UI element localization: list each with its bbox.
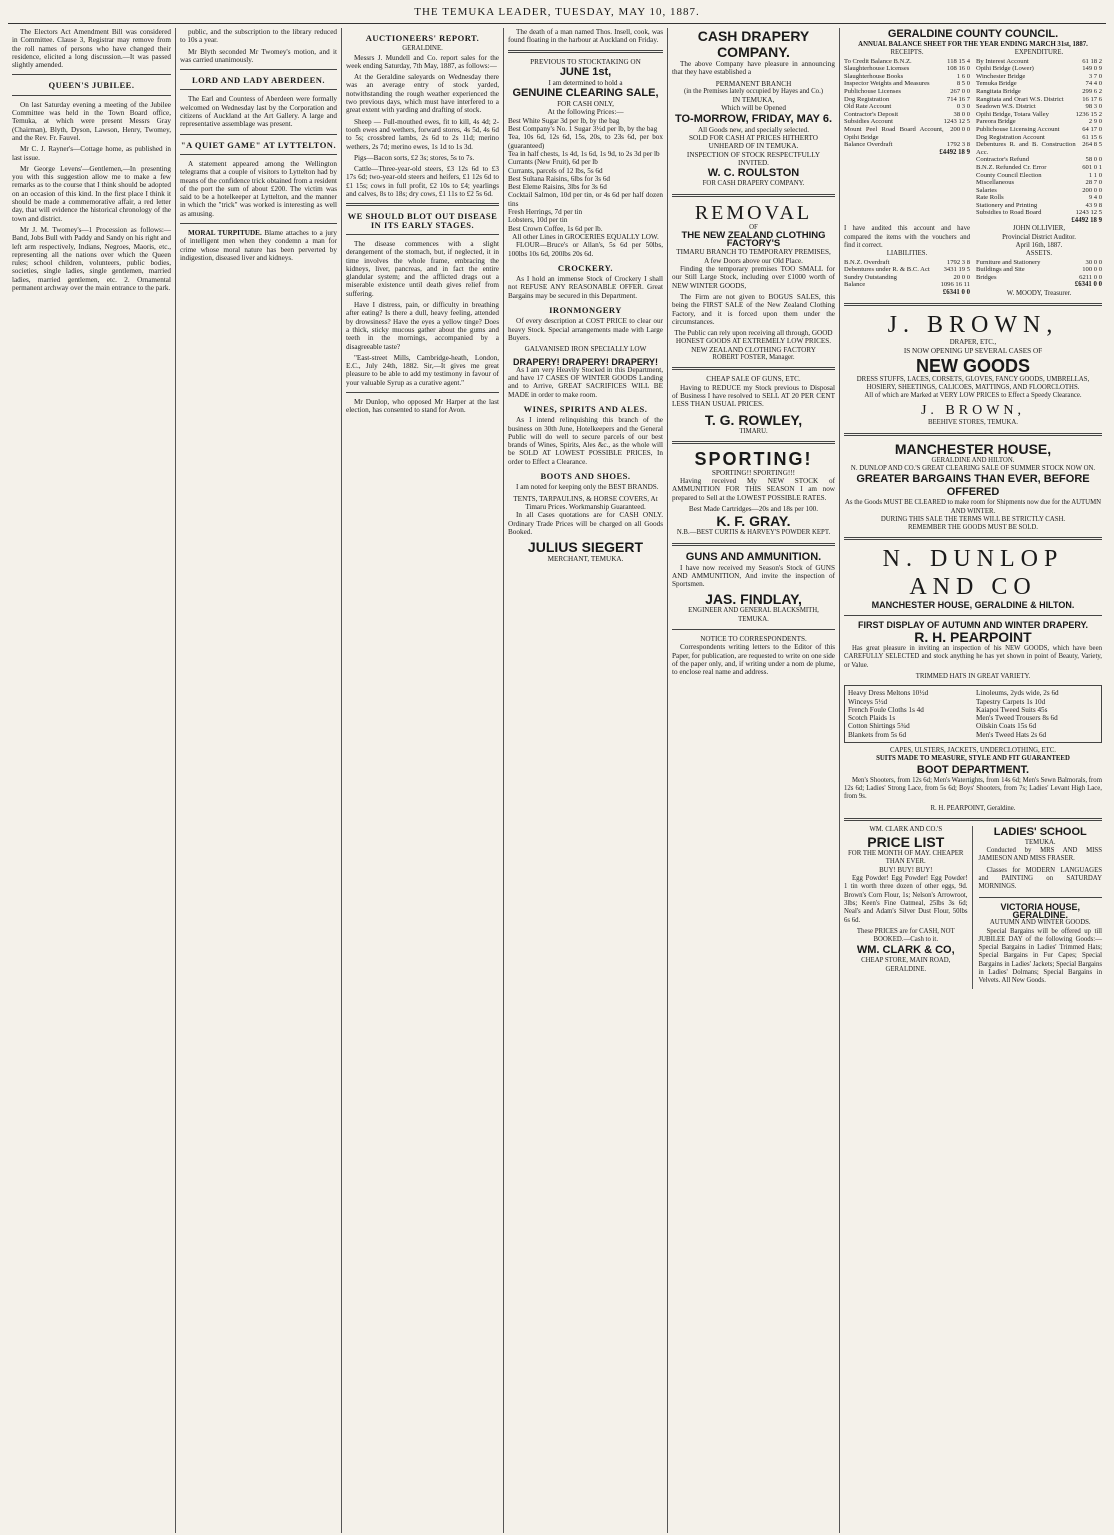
ad-text: I have now received my Season's Stock of GUNS AND AMMUNITION, And invite the inspection of Sportsmen. — [672, 563, 835, 589]
row-label: Publichouse Licenses — [844, 87, 901, 95]
table-total: £6341 0 0 — [1074, 281, 1102, 289]
ad-text: TIMARU BRANCH TO TEMPORARY PREMISES, — [676, 248, 831, 257]
article-text: MORAL TURPITUDE. Blame attaches to a jury of intelligent men when they condemn a man for crime whose moral nature has been perverted by indigestion, diseased liver and kidneys. — [180, 229, 337, 262]
ad-heading: WINES, SPIRITS AND ALES. — [523, 403, 648, 414]
row-amount: 1096 16 11 — [940, 281, 970, 289]
price-list — [976, 689, 1098, 739]
ad-text: Which will be Opened — [721, 104, 786, 113]
ad-text: CAPES, ULSTERS, JACKETS, UNDERCLOTHING, ETC. — [890, 747, 1056, 755]
price-item: Blankets from 5s 6d — [848, 730, 907, 739]
ad-text: MERCHANT, TEMUKA. — [547, 555, 624, 564]
ad-headline: GENUINE CLEARING SALE, — [512, 87, 659, 100]
price-list — [508, 117, 663, 233]
ad-text: FOR CASH DRAPERY COMPANY. — [702, 180, 805, 188]
article-text: The death of a man named Thos. Insell, cook, was found floating in the harbour at Auckland on Friday. — [508, 28, 663, 45]
row-amount: 43 9 8 — [1085, 201, 1102, 209]
row-amount: 2 9 0 — [1088, 118, 1102, 126]
table-row — [976, 96, 1102, 104]
row-label: Contractor's Deposit — [844, 110, 899, 118]
article-text: Mr J. M. Twomey's—1 Procession as follows:—Band, Jobs Bull with Paddy and Sandy on his right and left arm respectively, Indians, Negroes, Maoris, etc., representing all the nations over which the Queen rules; school children, volunteers, public bodies, societies, single ladies, single gentlemen, married ladies, married gentlemen, etc. 2. Ornamental permanent archway over the main entrance to the park. — [12, 225, 171, 293]
ad-signature: JAS. FINDLAY, — [705, 591, 802, 608]
article-text: Pigs—Bacon sorts, £2 3s; stores, 5s to 7s. — [354, 153, 475, 162]
pearpoint-prices — [844, 685, 1102, 743]
row-amount: 1243 12 5 — [1075, 209, 1102, 217]
row-amount: 38 0 0 — [953, 110, 970, 118]
ad-text: Best Made Cartridges—20s and 18s per 100. — [688, 504, 819, 513]
row-label: Inspector Weights and Measures — [844, 80, 930, 88]
article-text: At the Geraldine saleyards on Wednesday there was an average entry of stock yarded, notwithstanding the rough weather experienced the two previous days, which must have interfered to a great extent with yarding and drafting of stock. — [346, 73, 499, 115]
row-label: Dog Registration — [844, 95, 890, 103]
row-label: Furniture and Stationery — [976, 258, 1041, 266]
ad-text: GERALDINE AND HILTON. — [931, 456, 1015, 464]
ad-text: As I am very Heavily Stocked in this Department, and have 17 CASES OF WINTER GOODS Landing and to Arrive, GREAT SACRIFICES WILL BE MADE in order to make room. — [508, 365, 663, 399]
article-text: Sheep — Full-mouthed ewes, fit to kill, 4s 4d; 2-tooth ewes and wethers, forward stores, 4s 5d, 4s 6d to 5s; crossbred lambs, 2s 6d to 2s 11d; merino wethers, 2s 7d; merino ewes, 1s 1d to 1s 3d. — [346, 117, 499, 151]
row-amount: 3 7 0 — [1088, 72, 1102, 80]
table-row — [976, 209, 1102, 217]
row-amount: 0 3 0 — [956, 103, 970, 111]
ad-text: PERMANENT BRANCH — [715, 79, 792, 88]
article-text: Cattle—Three-year-old steers, £3 12s 6d to £3 17s 6d; two-year-old steers and heifers, £1 12s 6d to £1 15s; cows in full profit, £2 10s to £4; yearlings and calves, 8s to 18s; dry cows, £1 11s to £2 5s 6d. — [346, 165, 499, 199]
ad-text: ROBERT FOSTER, Manager. — [712, 354, 795, 362]
table-row — [976, 88, 1102, 96]
row-amount: 61 18 2 — [1082, 57, 1102, 65]
ad-text: NEW ZEALAND CLOTHING FACTORY — [691, 345, 816, 354]
ad-text: Of every description at COST PRICE to clear our heavy Stock. Special arrangements made with Large Buyers. — [508, 317, 663, 342]
ad-headline: THE NEW ZEALAND CLOTHING FACTORY'S — [681, 229, 826, 250]
ad-text: Conducted by MRS AND MISS JAMIESON AND MISS FRASER. — [978, 847, 1102, 863]
price-item: Cotton Shirtings 5¾d — [848, 722, 910, 731]
ad-headline: GUNS AND AMMUNITION. — [685, 550, 822, 563]
ad-text: OF — [749, 223, 758, 231]
article-heading: "A QUIET GAME" AT LYTTELTON. — [180, 139, 337, 150]
ad-headline: SPORTING! — [694, 448, 813, 469]
ad-headline: GERALDINE COUNTY COUNCIL. — [887, 28, 1059, 40]
ad-text: ENGINEER AND GENERAL BLACKSMITH, TEMUKA. — [688, 607, 819, 623]
row-amount: 98 3 0 — [1085, 103, 1102, 111]
row-amount: 601 0 1 — [1082, 163, 1102, 171]
ad-text: SOLD FOR CASH AT PRICES HITHERTO UNHEARD OF IN TEMUKA. — [689, 134, 818, 151]
ad-text: As I intend relinquishing this branch of the business on 30th June, Hotelkeepers and the General Public will do well to secure parcels of our best brands of Wines, Spirits, Ales &c., as the whole will be SOLD AT LOWEST POSSIBLE PRICES, In order to Effect a Clearance. — [508, 416, 663, 466]
ad-text: SUITS MADE TO MEASURE, STYLE AND FIT GUARANTEED — [876, 755, 1070, 763]
row-amount: 200 0 0 — [1082, 186, 1102, 194]
ad-signature: K. F. GRAY. — [716, 513, 791, 530]
row-amount: 30 0 0 — [1085, 258, 1102, 266]
ad-text: AUTUMN AND WINTER GOODS. — [989, 919, 1091, 927]
row-label: Debentures under R. & B.C. Act — [844, 266, 930, 274]
price-item: Best Company's No. 1 Sugar 3½d per lb, by the bag — [508, 125, 658, 134]
ad-heading: NOTICE TO CORRESPONDENTS. — [700, 635, 807, 644]
ad-text: The Firm are not given to BOGUS SALES, this being the FIRST SALE of the New Zealand Clothing Factory, and it is forced upon them under the circumstances. — [672, 292, 835, 326]
price-item: Winceys 5½d — [848, 697, 888, 706]
price-item: Tea, 10s 6d, 12s 6d, 15s, 20s, to 23s 6d, per box (guaranteed) — [508, 133, 663, 150]
article-text: Messrs J. Mundell and Co. report sales for the week ending Saturday, 7th May, 1887, as follows:— — [346, 53, 499, 70]
ad-signature: W. MOODY, Treasurer. — [1006, 289, 1072, 297]
row-amount: 1 1 0 — [1088, 171, 1102, 179]
row-label: Balance — [844, 281, 866, 289]
table-row — [844, 58, 970, 66]
price-item: Best Sultana Raisins, 6lbs for 3s 6d — [508, 174, 611, 183]
table-row — [976, 274, 1102, 282]
ad-headline: CASH DRAPERY COMPANY. — [697, 28, 810, 60]
ad-heading: CROCKERY. — [557, 262, 614, 273]
ad-text: TIMARU. — [739, 427, 768, 435]
table-heading: LIABILITIES. — [886, 250, 928, 258]
ad-text: A few Doors above our Old Place. — [704, 256, 803, 265]
article-text: Mr George Levens'—Gentlemen,—In presenting you with this suggestion allow me to make a few remarks as to the course that I think should be adopted on an occasion of this kind. In the first place I think it should be made a commemorative affair, a red letter day, that will evidence the historical chronology of the town and district. — [12, 164, 171, 223]
article-text: On last Saturday evening a meeting of the Jubilee Committee was held in the Town Board office, Temuka, at which were present Messrs Gray (Chairman), Blyth, Dyson, Lawson, Henry, Twomey, and the Rev. Fr. Fauvel. — [12, 100, 171, 142]
row-label: Subsidies to Road Board — [976, 209, 1042, 217]
row-label: Dog Registration Account — [976, 133, 1045, 141]
row-label: Subsidies Account — [844, 118, 893, 126]
ad-text: INSPECTION OF STOCK RESPECTFULLY INVITED. — [686, 150, 821, 167]
price-list — [848, 689, 970, 739]
ad-text: The above Company have pleasure in announcing that they have established a — [672, 60, 835, 77]
ad-text: BEEHIVE STORES, TEMUKA. — [928, 419, 1018, 427]
table-row — [976, 141, 1102, 156]
ad-text: SPORTING!! SPORTING!!! — [711, 468, 796, 477]
row-amount: 8 5 0 — [956, 80, 970, 88]
row-label: Opihi Bridge (Lower) — [976, 65, 1034, 73]
ad-text: The Public can rely upon receiving all through, GOOD HONEST GOODS AT EXTREMELY LOW PRICES. — [674, 329, 833, 346]
column-5 — [668, 28, 840, 1533]
row-label: Rate Rolls — [976, 194, 1004, 202]
row-label: Miscellaneous — [976, 179, 1015, 187]
ad-text: Has great pleasure in inviting an inspection of his NEW GOODS, which have been CAREFULLY SELECTED and stock anything he has yet shown in point of Beauty, Variety, or Value. — [844, 645, 1102, 669]
price-item: Best Crown Coffee, 1s 6d per lb. — [508, 224, 603, 233]
row-amount: 64 17 0 — [1082, 125, 1102, 133]
table-row — [976, 266, 1102, 274]
row-label: Rangitata Bridge — [976, 87, 1021, 95]
ad-headline: NEW GOODS — [915, 355, 1030, 376]
row-label: Publichouse Licensing Account — [976, 125, 1060, 133]
table-total: £4492 18 9 — [939, 148, 970, 156]
ad-text: These PRICES are for CASH, NOT BOOKED.—Cash to it. — [856, 927, 955, 944]
price-item: Men's Tweed Hats 2s 6d — [976, 730, 1047, 739]
price-item: Lobsters, 10d per tin — [508, 216, 568, 225]
table-row — [844, 281, 970, 289]
ad-heading: BOOTS AND SHOES. — [540, 471, 631, 482]
row-label: Pareora Bridge — [976, 118, 1016, 126]
table-row — [976, 126, 1102, 134]
price-item: Oilskin Coats 15s 6d — [976, 722, 1037, 731]
ad-text: Special Bargains will be offered up till JUBILEE DAY of the following Goods:—Special Bargains in Ladies' Trimmed Hats; Special Bargains in Fur Capes; Special Bargains in Ladies' Jackets; Special Bargains in Ladies' Dolmans; Special Bargains in Velvets. All New Goods. — [978, 927, 1102, 985]
table-row — [976, 259, 1102, 267]
row-label: Slaughterhouse Books — [844, 72, 904, 80]
row-amount: 74 4 0 — [1085, 80, 1102, 88]
ad-text: Finding the temporary premises TOO SMALL for our Still Large Stock, including over £1000 worth of NEW WINTER GOODS, — [672, 265, 835, 290]
table-total: £6341 0 0 — [942, 288, 970, 296]
table-row — [976, 73, 1102, 81]
ad-text: TENTS, TARPAULINS, & HORSE COVERS, At Timaru Prices. Workmanship Guaranteed. — [513, 494, 658, 511]
ad-text: WM. CLARK AND CO.'S — [869, 825, 943, 833]
ad-signature: JULIUS SIEGERT — [527, 539, 644, 556]
column-4 — [504, 28, 668, 1533]
liabilities-assets — [844, 250, 1102, 298]
article-heading: LORD AND LADY ABERDEEN. — [191, 75, 326, 86]
table-row — [844, 141, 970, 149]
table-row — [844, 111, 970, 119]
ad-text: FLOUR—Bruce's or Allan's, 5s 6d per 50lbs, 100lbs 10s 6d, 200lbs 20s 6d. — [508, 241, 663, 258]
ad-headline: VICTORIA HOUSE, GERALDINE. — [1000, 901, 1080, 920]
row-amount: 16 17 6 — [1082, 95, 1102, 103]
ad-heading: IRONMONGERY — [549, 305, 622, 316]
ad-text: ANNUAL BALANCE SHEET FOR THE YEAR ENDING MARCH 31st, 1887. — [858, 41, 1088, 48]
ad-text: All of which are Marked at VERY LOW PRICES to Effect a Speedy Clearance. — [864, 392, 1082, 400]
table-row — [976, 134, 1102, 142]
table-row — [976, 118, 1102, 126]
price-item: Best White Sugar 3d per lb, by the bag — [508, 116, 620, 125]
table-heading: EXPENDITURE. — [1014, 49, 1064, 57]
row-amount: 1 6 0 — [956, 72, 970, 80]
article-text: "East-street Mills, Cambridge-heath, London, E.C., July 24th, 1882. Sir,—It gives me great pleasure to be able to add my testimony in favour of your valuable Syrup as a curative agent." — [346, 353, 499, 387]
row-amount: 200 0 0 — [950, 125, 970, 133]
table-row — [976, 202, 1102, 210]
ad-heading: CHEAP SALE OF GUNS, ETC. — [706, 375, 801, 384]
row-amount: 20 0 0 — [953, 273, 970, 281]
ad-text: IS NOW OPENING UP SEVERAL CASES OF — [903, 347, 1043, 356]
row-amount: 108 16 0 — [946, 65, 970, 73]
row-label: Bridges — [976, 273, 997, 281]
row-label: Seadown W.S. District — [976, 103, 1036, 111]
row-label: B.N.Z. Overdraft — [844, 258, 890, 266]
ad-text: BUY! BUY! BUY! — [879, 866, 933, 874]
row-label: County Council Election — [976, 171, 1042, 179]
subheading: GERALDINE. — [402, 45, 443, 53]
ad-text: All Goods new, and specially selected. — [697, 125, 810, 134]
row-amount: 1236 15 2 — [1075, 110, 1102, 118]
row-label: To Credit Balance B.N.Z. — [844, 57, 912, 65]
ad-text: Classes for MODERN LANGUAGES and PAINTING on SATURDAY MORNINGS. — [978, 866, 1102, 891]
row-label: Temuka Bridge — [976, 80, 1017, 88]
row-amount: 267 0 0 — [950, 87, 970, 95]
article-text: The Earl and Countess of Aberdeen were formally welcomed on Wednesday last by the Corporation and citizens of Auckland at the Art Gallery. A large and representative assemblage was present. — [180, 95, 337, 129]
row-amount: 100 0 0 — [1082, 266, 1102, 274]
price-item: Currants, parcels of 12 lbs, 5s 6d — [508, 166, 603, 175]
ad-headline: MANCHESTER HOUSE, — [894, 440, 1052, 457]
column-1 — [8, 28, 176, 1533]
row-label: B.N.Z. Refunded Cr. Error — [976, 163, 1047, 171]
row-amount: 118 15 4 — [947, 57, 970, 65]
liabilities-table — [844, 259, 970, 289]
masthead: THE TEMUKA LEADER, TUESDAY, MAY 10, 1887. — [8, 6, 1106, 24]
row-label: Salaries — [976, 186, 997, 194]
article-text: Mr Blyth seconded Mr Twomey's motion, and it was carried unanimously. — [180, 47, 337, 64]
row-label: Debentures R. and B. Construction Acc. — [976, 141, 1076, 156]
row-amount: 1792 3 8 — [946, 141, 970, 149]
ad-text: All other Lines in GROCERIES EQUALLY LOW. — [512, 232, 659, 241]
row-amount: 1243 12 5 — [943, 118, 970, 126]
ad-text: IN TEMUKA, — [732, 96, 775, 105]
table-row — [976, 156, 1102, 164]
ad-headline: BOOT DEPARTMENT. — [916, 763, 1030, 776]
row-amount: 6211 0 0 — [1079, 273, 1102, 281]
article-heading: WE SHOULD BLOT OUT DISEASE IN ITS EARLY STAGES. — [347, 211, 498, 230]
ad-text: I am determined to hold a — [548, 78, 623, 87]
column-6 — [840, 28, 1106, 1533]
row-amount: 264 8 5 — [1082, 141, 1102, 149]
table-row — [844, 88, 970, 96]
price-item: Kaiapoi Tweed Suits 45s — [976, 705, 1048, 714]
ad-text: Correspondents writing letters to the Editor of this Paper, for publication, are requested to write on one side of the paper only, and, if writing under a nom de plume, to enclose real name and address. — [672, 643, 835, 677]
ad-text: Having received My NEW STOCK of AMMUNITION FOR THIS SEASON I am now prepared to Sell at the LOWEST POSSIBLE RATES. — [672, 477, 835, 502]
table-heading: ASSETS. — [1025, 250, 1053, 258]
row-label: Contractor's Refund — [976, 156, 1030, 164]
ad-text: FOR THE MONTH OF MAY. CHEAPER THAN EVER. — [848, 850, 964, 866]
row-label: Buildings and Site — [976, 266, 1025, 274]
price-item: Heavy Dress Meltons 10½d — [848, 689, 929, 698]
table-row — [976, 194, 1102, 202]
ad-text: N.B.—BEST CURTIS & HARVEY'S POWDER KEPT. — [676, 529, 831, 537]
row-label: Old Rate Account — [844, 103, 892, 111]
price-item: Fresh Herrings, 7d per tin — [508, 208, 583, 217]
row-amount: 61 15 6 — [1082, 133, 1102, 141]
table-row — [844, 73, 970, 81]
ad-signature: R. H. PEARPOINT — [914, 629, 1032, 646]
ad-text: DRAPER, ETC., — [949, 338, 997, 346]
price-item: Tea in half chests, 1s 4d, 1s 6d, 1s 9d, to 2s 3d per lb — [508, 149, 660, 158]
row-amount: 1792 3 8 — [946, 258, 970, 266]
article-text: Mr Dunlop, who opposed Mr Harper at the last election, has consented to stand for Avon. — [346, 397, 499, 415]
row-amount: 3431 19 5 — [943, 266, 970, 274]
ad-text: Egg Powder! Egg Powder! Egg Powder! 1 tin worth three dozen of other eggs, 9d. Brown's Corn Flour, 1s; Nelson's Arrowroot, 3lbs; Keen's Fine Oatmeal, 25lbs 3s 6d; Neal's and Adam's Silver Dust Flour, 50lbs 6s 6d. — [844, 875, 968, 924]
ad-signature: T. G. ROWLEY, — [704, 411, 803, 428]
price-item: Tapestry Carpets 1s 10d — [976, 697, 1046, 706]
row-label: Opihi Bridge, Totara Valley — [976, 110, 1049, 118]
row-label: By Interest Account — [976, 57, 1029, 65]
ad-text: N. DUNLOP AND CO.'S GREAT CLEARING SALE OF SUMMER STOCK NOW ON. — [850, 465, 1096, 472]
ad-headline: GREATER BARGAINS THAN EVER, BEFORE OFFERED — [856, 473, 1090, 499]
ad-text: GALVANISED IRON SPECIALLY LOW — [524, 345, 647, 354]
row-amount: 714 16 7 — [946, 95, 970, 103]
article-text: Mr C. J. Rayner's—Cottage home, as published in last issue. — [12, 145, 171, 162]
ad-text: DURING THIS SALE THE TERMS WILL BE STRICTLY CASH. — [880, 515, 1066, 523]
bottom-ads — [844, 826, 1102, 989]
row-label: Balance Overdraft — [844, 141, 893, 149]
table-row — [844, 80, 970, 88]
ad-text: Having to REDUCE my Stock previous to Disposal of Business I have resolved to SELL AT 20 PER CENT LESS THAN USUAL PRICES. — [672, 383, 835, 409]
table-row — [844, 65, 970, 73]
table-row — [976, 187, 1102, 195]
row-amount: 58 0 0 — [1085, 156, 1102, 164]
ad-signature: W. C. ROULSTON — [707, 167, 800, 180]
table-row — [976, 58, 1102, 66]
ad-headline: LADIES' SCHOOL — [993, 825, 1087, 838]
row-label: Sundry Outstanding — [844, 273, 897, 281]
ad-signature: WM. CLARK & CO, — [856, 944, 955, 957]
table-row — [844, 266, 970, 274]
assets-table — [976, 259, 1102, 282]
ad-text: CHEAP STORE, MAIN ROAD, GERALDINE. — [861, 957, 951, 973]
ad-heading: DRAPERY! DRAPERY! DRAPERY! — [512, 356, 658, 367]
ad-headline: REMOVAL — [694, 201, 813, 224]
price-item: Currants (New Fruit), 6d per lb — [508, 158, 598, 167]
ad-text: As I hold an immense Stock of Crockery I shall not REFUSE ANY REASONABLE OFFER. Great Bargains may be secured in this Department. — [508, 275, 663, 300]
ad-text: As the Goods MUST BE CLEARED to make room for Shipments now due for the AUTUMN AND WINTER. — [844, 499, 1102, 515]
article-text: The disease commences with a slight derangement of the stomach, but, if neglected, it in time involves the whole frame, embracing the kidneys, liver, pancreas, and in fact the entire glandular system; and the afflicted drags out a miserable existence until death gives relief from suffering. — [346, 239, 499, 298]
table-row — [976, 172, 1102, 180]
table-row — [844, 126, 970, 141]
price-item: Scotch Plaids 1s — [848, 714, 896, 723]
receipts-table — [844, 58, 970, 149]
price-item: Linoleums, 2yds wide, 2s 6d — [976, 689, 1059, 698]
ad-text: (in the Premises lately occupied by Hayes and Co.) — [683, 87, 824, 95]
table-row — [844, 118, 970, 126]
table-heading: RECEIPTS. — [890, 49, 924, 57]
ad-text: TEMUKA. — [1024, 838, 1056, 846]
row-label: Stationery and Printing — [976, 201, 1038, 209]
ad-headline: PRICE LIST — [867, 834, 945, 851]
ad-headline: MANCHESTER HOUSE, GERALDINE & HILTON. — [871, 600, 1075, 611]
balance-sheet — [844, 49, 1102, 225]
ad-text: I am noted for keeping only the BEST BRANDS. — [516, 483, 659, 492]
ad-headline: TO-MORROW, FRIDAY, MAY 6. — [674, 112, 833, 125]
audit-block — [844, 225, 1102, 250]
ad-headline: J. BROWN, — [887, 311, 1059, 338]
article-text: Have I distress, pain, or difficulty in breathing after eating? Is there a dull, heavy feeling, attended by drowsiness? Have the eyes a yellow tinge? Does a thick, sticky mucous gather about the gums and teeth in the mornings, accompanied by a disagreeable taste? — [346, 301, 499, 351]
ad-signature: J. BROWN, — [920, 403, 1026, 419]
table-row — [976, 164, 1102, 172]
table-total: £4492 18 9 — [1071, 217, 1102, 225]
price-item: Best Eleme Raisins, 3lbs for 3s 6d — [508, 183, 607, 192]
expenditure-table — [976, 58, 1102, 217]
ad-text: In all Cases quotations are for CASH ONLY. Ordinary Trade Prices will be charged on all Goods Booked. — [508, 511, 663, 536]
article-heading: QUEEN'S JUBILEE. — [48, 80, 135, 91]
row-label: Mount Peel Road Board Account, Opihi Bridge — [844, 125, 944, 141]
row-amount: 149 0 9 — [1082, 65, 1102, 73]
table-row — [976, 103, 1102, 111]
ad-text: I have audited this account and have compared the items with the vouchers and find it correct. — [844, 225, 970, 249]
table-row — [844, 96, 970, 104]
table-row — [976, 179, 1102, 187]
table-row — [844, 259, 970, 267]
price-item: Men's Tweed Trousers 8s 6d — [976, 714, 1058, 723]
price-item: Cocktail Salmon, 10d per tin, or 4s 6d per half dozen tins — [508, 191, 663, 208]
row-label: Slaughterhouse Licenses — [844, 65, 910, 73]
article-text: A statement appeared among the Wellington telegrams that a couple of visitors to Lyttelton had by means of the confidence trick obtained from a resident of the port the sum of about £200. The victim was said to be a hotelkeeper at Lyttelton, and the manner in which the "trick" was worked is interesting as well as amusing. — [180, 159, 337, 218]
article-heading: AUCTIONEERS' REPORT. — [365, 33, 480, 43]
article-text: The Electors Act Amendment Bill was considered in Committee. Clause 3, Registrar may remove from the roll names of persons who have changed their residence, elicited a long discussion.—It was passed slightly amended. — [12, 28, 171, 70]
column-3 — [342, 28, 504, 1533]
table-row — [976, 111, 1102, 119]
ad-headline: N. DUNLOP AND CO — [882, 546, 1064, 601]
row-amount: 299 6 2 — [1082, 87, 1102, 95]
row-label: Winchester Bridge — [976, 72, 1026, 80]
ad-text: REMEMBER THE GOODS MUST BE SOLD. — [907, 524, 1039, 532]
row-amount: 9 4 0 — [1088, 194, 1102, 202]
ad-text: At the following Prices:— — [547, 108, 624, 117]
ad-signature: R. H. PEARPOINT, Geraldine. — [930, 804, 1016, 812]
ad-text: TRIMMED HATS IN GREAT VARIETY. — [915, 672, 1031, 680]
ad-date: JUNE 1st, — [559, 65, 612, 78]
ad-text: JOHN OLLIVIER, Provincial District Auditor. April 16th, 1887. — [1002, 225, 1076, 249]
ad-text: DRESS STUFFS, LACES, CORSETS, GLOVES, FANCY GOODS, UMBRELLAS, HOSIERY, SHEETINGS, CALICOES, MATTINGS, AND FLOORCLOTHS. — [856, 375, 1090, 391]
ad-text: PREVIOUS TO STOCKTAKING ON — [530, 57, 641, 66]
column-2 — [176, 28, 342, 1533]
table-row — [844, 274, 970, 282]
ad-text: FOR CASH ONLY, — [557, 100, 614, 109]
row-amount: 28 7 0 — [1085, 179, 1102, 187]
row-label: Rangitata and Orari W.S. District — [976, 95, 1064, 103]
price-item: French Foule Cloths 1s 4d — [848, 705, 924, 714]
table-row — [976, 65, 1102, 73]
table-row — [844, 103, 970, 111]
table-row — [976, 80, 1102, 88]
ad-headline: FIRST DISPLAY OF AUTUMN AND WINTER DRAPERY. — [857, 619, 1088, 630]
ad-text: Men's Shooters, from 12s 6d; Men's Watertights, from 14s 6d; Men's Sewn Balmorals, from 12s 6d; Ladies' Strong Lace, from 5s 6d; Boys' Shooters, from 7s; Ladies' Levant High Lace, from 9s. — [844, 776, 1102, 801]
article-text: public, and the subscription to the library reduced to 10s a year. — [180, 28, 337, 45]
